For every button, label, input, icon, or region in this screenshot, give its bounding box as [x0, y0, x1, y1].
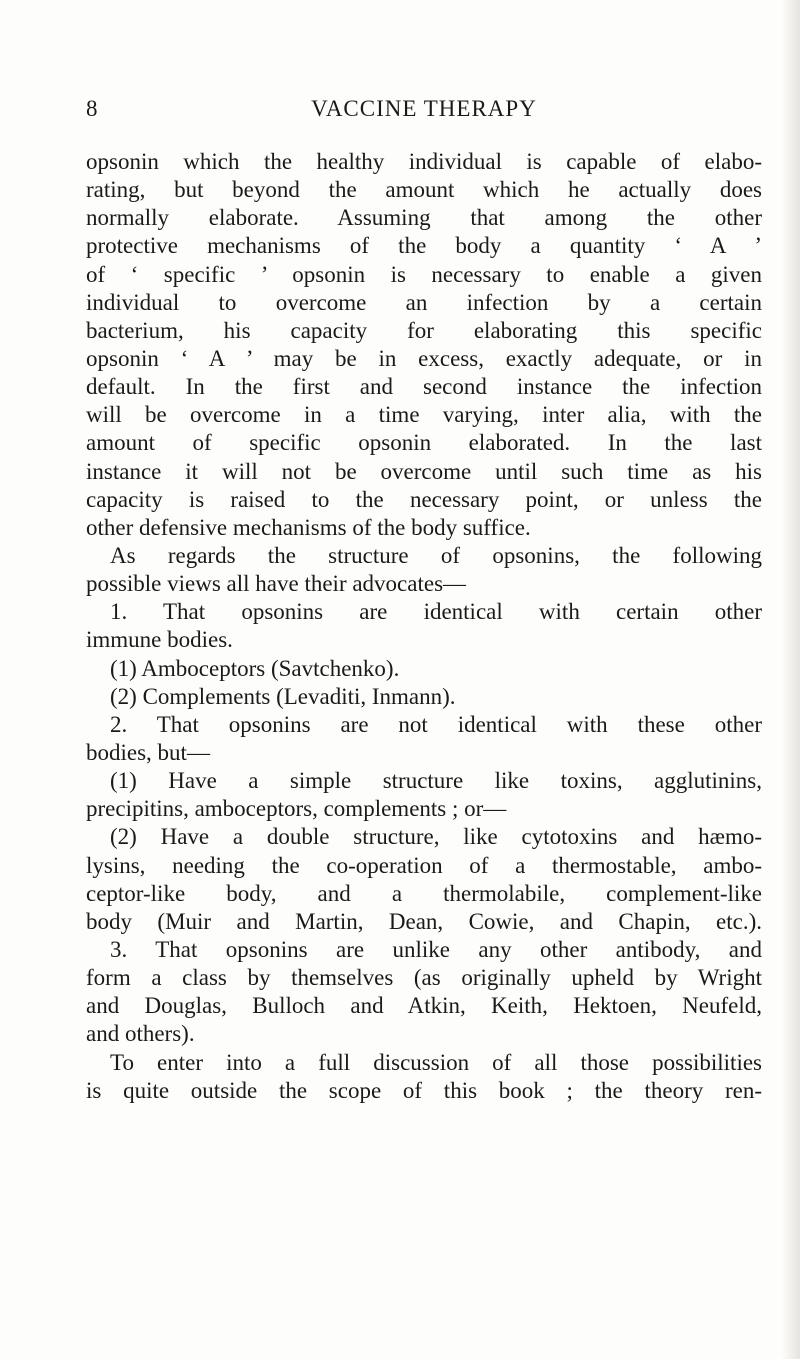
running-title: VACCINE THERAPY: [311, 96, 537, 121]
text-line: is quite outside the scope of this book ; the theory ren-: [86, 1077, 762, 1103]
text-line: and Douglas, Bulloch and Atkin, Keith, Hektoen, Neufeld,: [86, 993, 762, 1019]
text-line: ceptor-like body, and a thermolabile, complement-like: [86, 880, 762, 906]
text-line: possible views all have their advocates—: [86, 571, 467, 597]
body-text: [86, 148, 762, 1105]
text-line: individual to overcome an infection by a certain: [86, 289, 762, 315]
text-line: (1) Amboceptors (Savtchenko).: [110, 655, 400, 681]
text-line: capacity is raised to the necessary point, or unless the: [86, 486, 762, 512]
text-line: opsonin which the healthy individual is capable of elabo-: [86, 149, 762, 174]
text-line: immune bodies.: [86, 627, 233, 653]
text-line: lysins, needing the co-operation of a thermostable, ambo-: [86, 852, 762, 878]
running-head: [86, 96, 762, 126]
text-line: other defensive mechanisms of the body suffice.: [86, 514, 531, 540]
text-line: normally elaborate. Assuming that among the other: [86, 205, 762, 231]
text-line: precipitins, amboceptors, complements ; or—: [86, 796, 507, 822]
text-line: 2. That opsonins are not identical with these other: [110, 711, 762, 737]
text-line: body (Muir and Martin, Dean, Cowie, and Chapin, etc.).: [86, 908, 762, 934]
page-edge-shadow: [782, 0, 800, 1359]
text-line: As regards the structure of opsonins, the following: [110, 542, 762, 568]
text-line: opsonin ‘ A ’ may be in excess, exactly adequate, or in: [86, 345, 762, 371]
text-line: (2) Complements (Levaditi, Inmann).: [110, 683, 456, 709]
text-line: will be overcome in a time varying, inter alia, with the: [86, 402, 762, 428]
text-line: instance it will not be overcome until such time as his: [86, 458, 762, 484]
text-line: To enter into a full discussion of all those possibilities: [110, 1049, 762, 1075]
text-line: (1) Have a simple structure like toxins, agglutinins,: [110, 768, 762, 794]
text-line: 3. That opsonins are unlike any other antibody, and: [110, 936, 762, 962]
text-line: amount of specific opsonin elaborated. In the last: [86, 430, 762, 456]
text-line: 1. That opsonins are identical with certain other: [110, 599, 762, 625]
text-line: (2) Have a double structure, like cytotoxins and hæmo-: [110, 824, 762, 850]
page-number: 8: [86, 96, 98, 121]
text-line: default. In the first and second instance the infection: [86, 374, 762, 400]
text-line: and others).: [86, 1021, 195, 1047]
text-line: rating, but beyond the amount which he actually does: [86, 177, 762, 203]
text-line: bodies, but—: [86, 739, 210, 765]
text-line: protective mechanisms of the body a quantity ‘ A ’: [86, 233, 762, 259]
text-line: of ‘ specific ’ opsonin is necessary to enable a given: [86, 261, 762, 287]
text-line: form a class by themselves (as originally upheld by Wright: [86, 965, 762, 991]
text-line: bacterium, his capacity for elaborating this specific: [86, 317, 762, 343]
